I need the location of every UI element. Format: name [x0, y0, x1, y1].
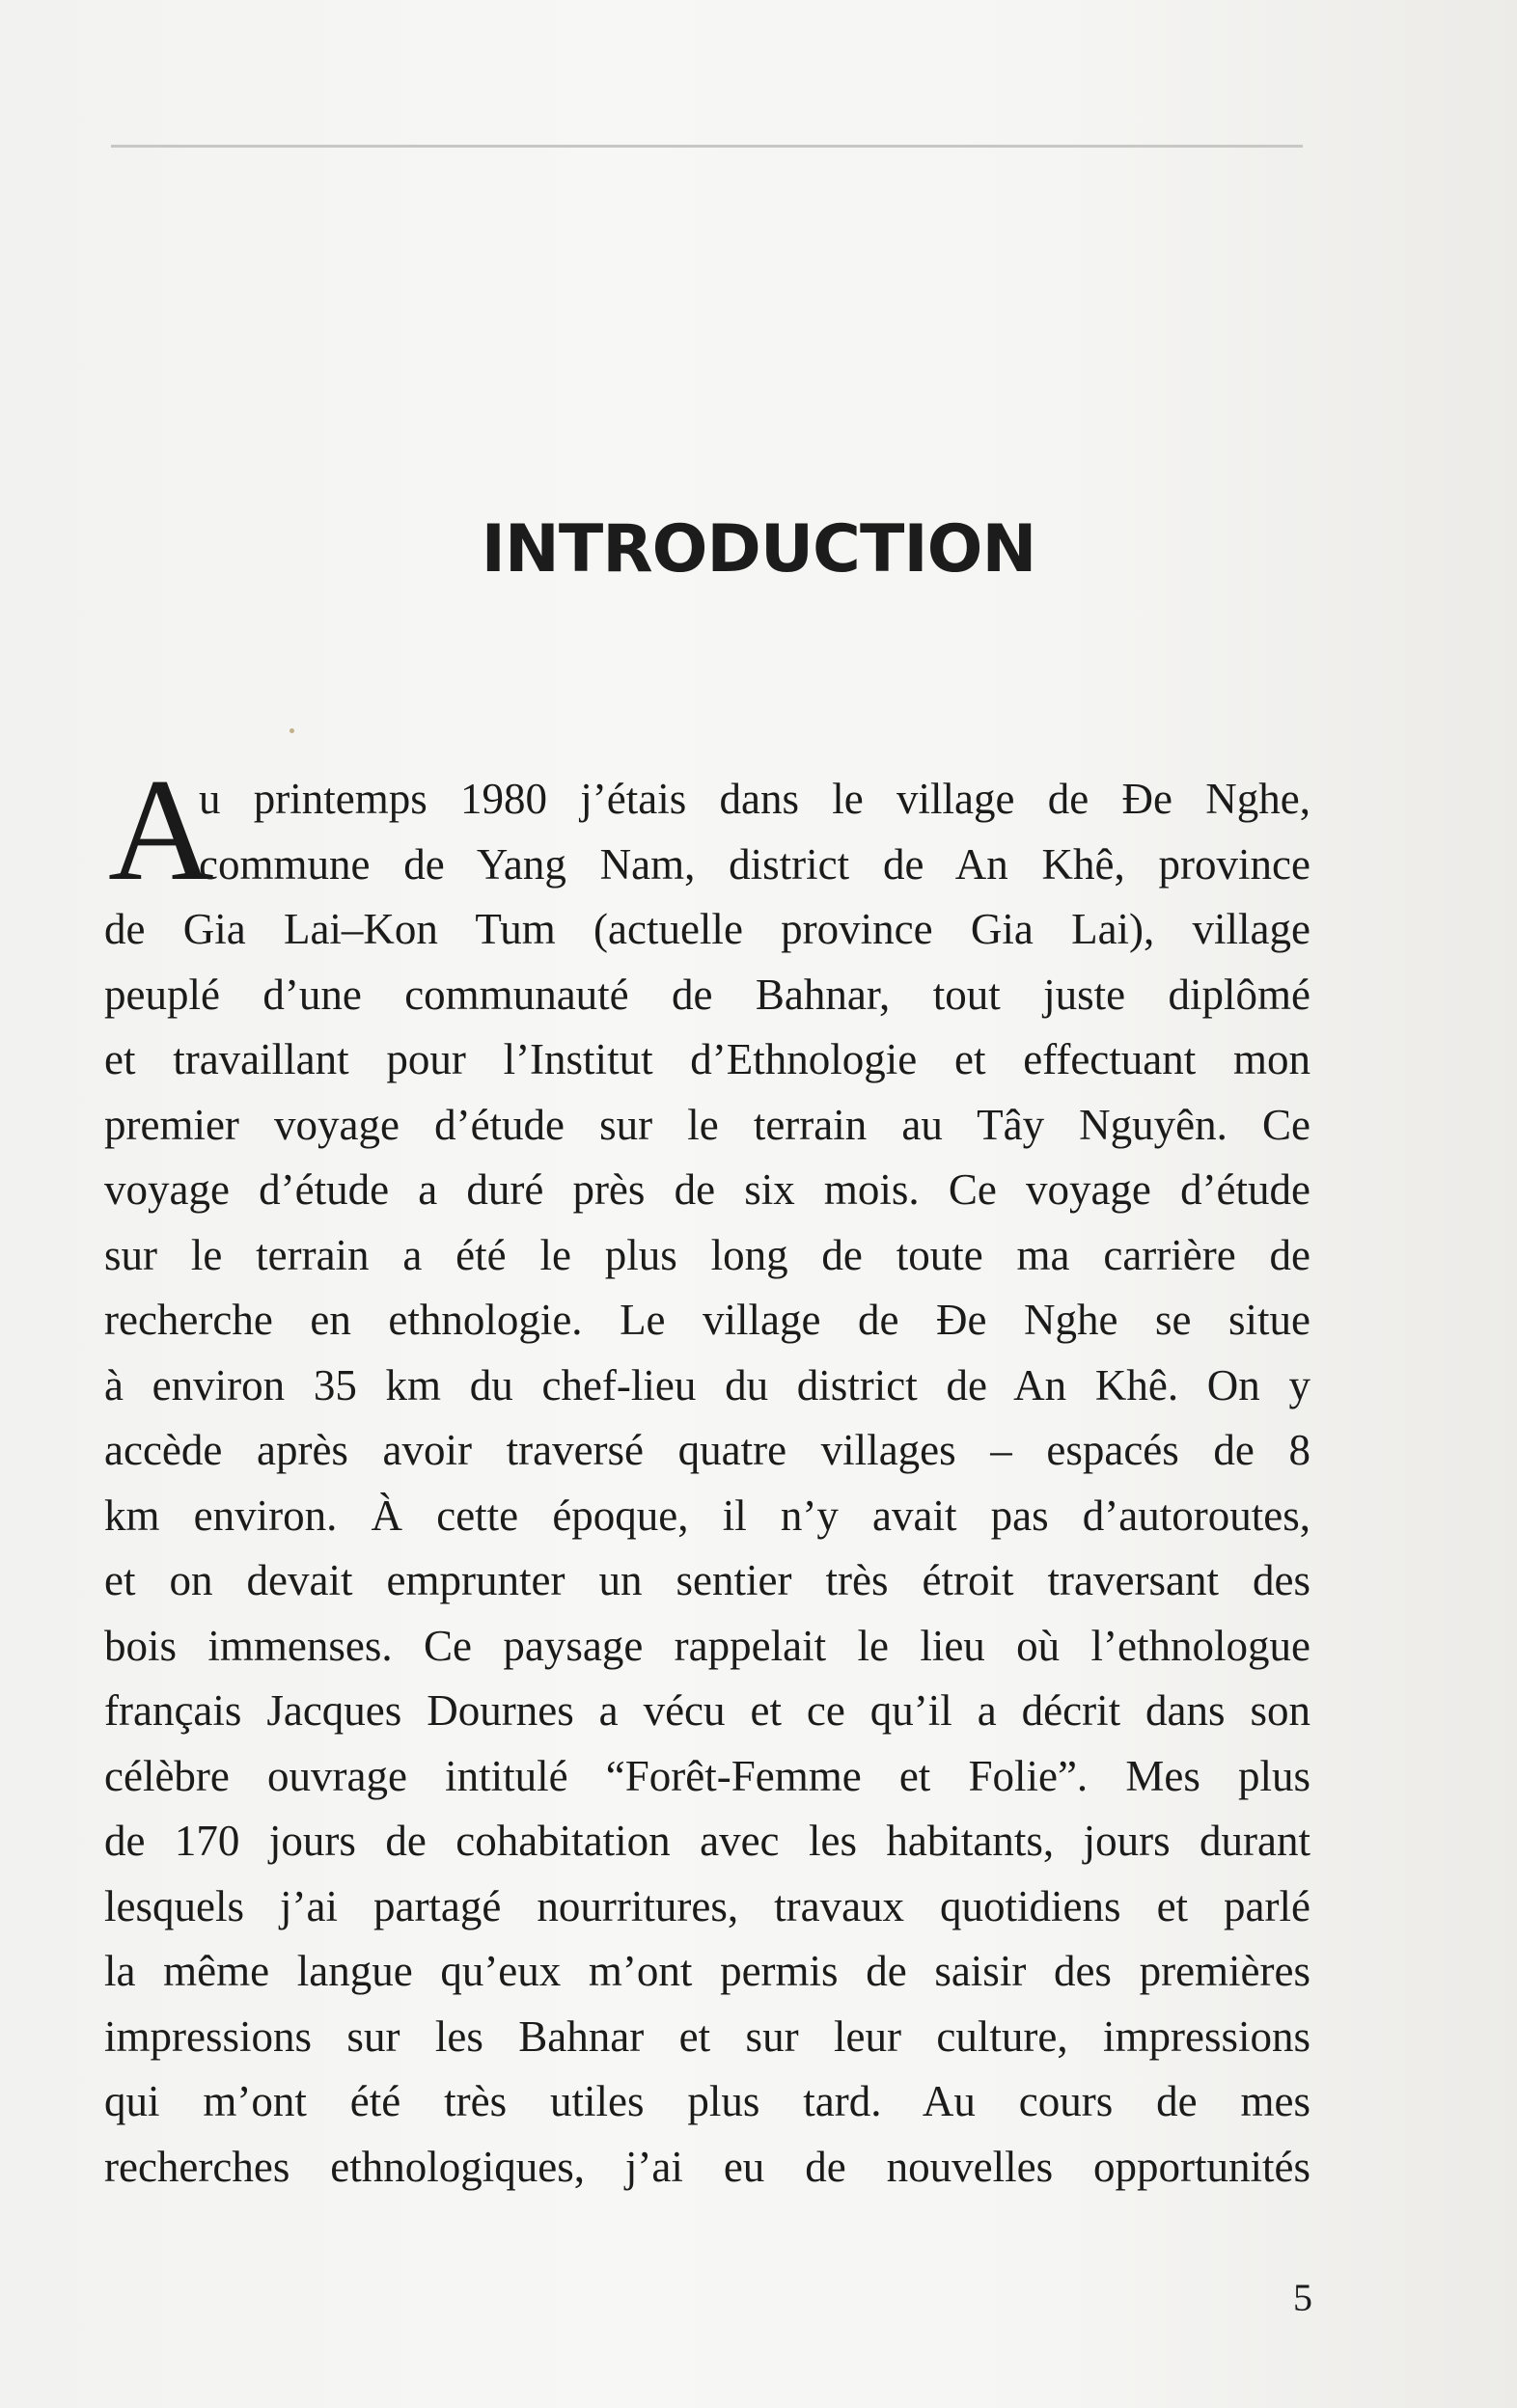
text-line: français Jacques Dournes a vécu et ce qu’il a décrit dans son	[104, 1686, 1310, 1735]
text-line: u printemps 1980 j’étais dans le village de Đe Nghe,	[199, 775, 1310, 823]
text-line: recherche en ethnologie. Le village de Đe Nghe se situe	[104, 1296, 1310, 1344]
drop-cap: A	[108, 749, 214, 911]
text-line: sur le terrain a été le plus long de toute ma carrière de	[104, 1230, 1310, 1279]
text-line: bois immenses. Ce paysage rappelait le lieu où l’ethnologue	[104, 1621, 1310, 1670]
chapter-title: INTRODUCTION	[481, 511, 1036, 588]
text-line: qui m’ont été très utiles plus tard. Au cours de mes	[104, 2077, 1310, 2125]
paper-speck	[290, 728, 294, 733]
text-line: à environ 35 km du chef-lieu du district de An Khê. On y	[104, 1360, 1310, 1409]
text-line: km environ. À cette époque, il n’y avait pas d’autoroutes,	[104, 1491, 1310, 1540]
text-line: la même langue qu’eux m’ont permis de saisir des premières	[104, 1947, 1310, 1995]
text-line: accède après avoir traversé quatre villages – espacés de 8	[104, 1426, 1310, 1474]
text-line: impressions sur les Bahnar et sur leur culture, impressions	[104, 2011, 1310, 2061]
text-line: voyage d’étude a duré près de six mois. Ce voyage d’étude	[104, 1165, 1310, 1214]
text-line: célèbre ouvrage intitulé “Forêt-Femme et Folie”. Mes plus	[104, 1751, 1310, 1800]
text-line: peuplé d’une communauté de Bahnar, tout juste diplômé	[104, 970, 1310, 1019]
text-line: premier voyage d’étude sur le terrain au Tây Nguyên. Ce	[104, 1100, 1310, 1149]
text-line: et travaillant pour l’Institut d’Ethnologie et effectuant mon	[104, 1035, 1310, 1083]
text-line: de Gia Lai–Kon Tum (actuelle province Gia Lai), village	[104, 905, 1310, 953]
text-line: lesquels j’ai partagé nourritures, travaux quotidiens et parlé	[104, 1881, 1310, 1930]
page-number: 5	[1293, 2276, 1312, 2319]
text-line: recherches ethnologiques, j’ai eu de nouvelles opportunités	[104, 2142, 1310, 2191]
text-line: et on devait emprunter un sentier très étroit traversant des	[104, 1556, 1310, 1604]
header-rule	[111, 145, 1303, 148]
body-paragraph	[104, 767, 1310, 2200]
text-line: commune de Yang Nam, district de An Khê, province	[199, 839, 1310, 889]
text-line: de 170 jours de cohabitation avec les habitants, jours durant	[104, 1817, 1310, 1865]
